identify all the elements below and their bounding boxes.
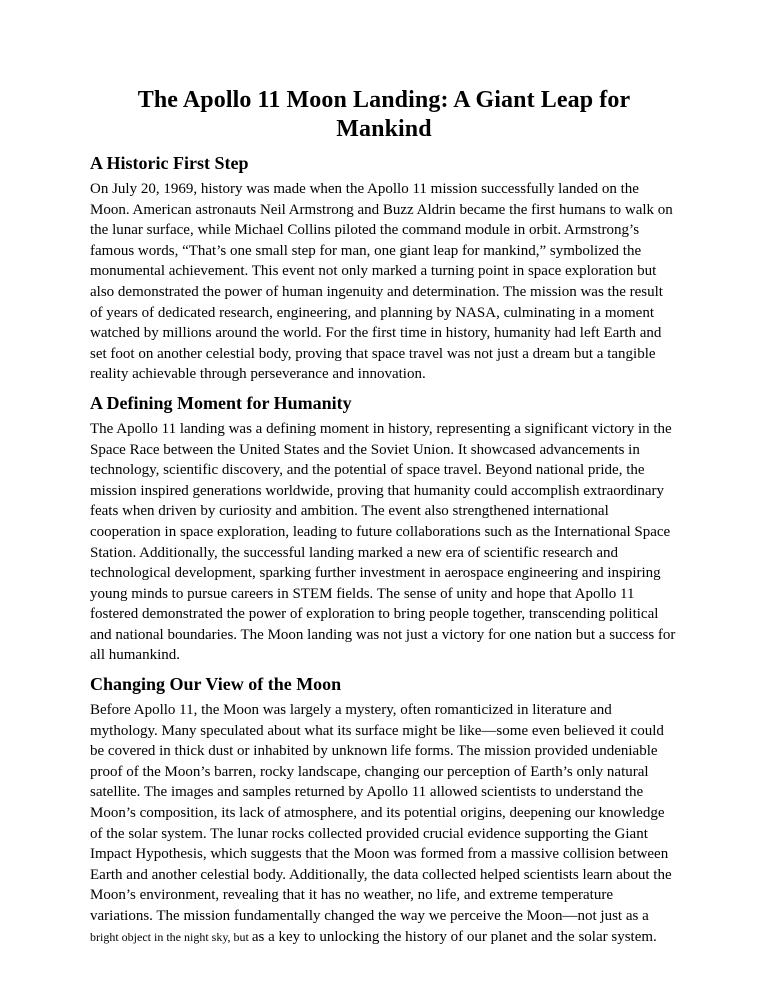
document-title: The Apollo 11 Moon Landing: A Giant Leap for Mankind — [137, 87, 631, 142]
paragraph-changing-view-main-text: Before Apollo 11, the Moon was largely a mystery, often romanticized in literature and mythology. Many speculated about what its surface might be like—some even believed it could be covered in thick dust or inhabited by unknown life forms. The mission provided undeniable proof of the Moon’s barren, rocky landscape, changing our perception of Earth’s only natural satellite. The images and samples returned by Apollo 11 allowed scientists to understand the Moon’s composition, its lack of atmosphere, and its potential origins, deepening our knowledge of the solar system. The lunar rocks collected provided crucial evidence supporting the Giant Impact Hypothesis, which suggests that the Moon was formed from a massive collision between Earth and another celestial body. Additionally, the data collected helped scientists learn about the Moon’s environment, revealing that it has no weather, no life, and extreme temperature variations. The mission fundamentally changed the way we perceive the Moon—not just as a — [90, 702, 672, 924]
section-changing-view — [90, 672, 678, 947]
section-heading-defining-moment: A Defining Moment for Humanity — [90, 392, 352, 413]
paragraph-defining-moment: The Apollo 11 landing was a defining moment in history, representing a significant victory in the Space Race between the United States and the Soviet Union. It showcased advancements in technology, scientific discovery, and the potential of space travel. Beyond national pride, the mission inspired generations worldwide, proving that humanity could accomplish extraordinary feats when driven by curiosity and ambition. The event also strengthened international cooperation in space exploration, leading to future collaborations such as the International Space Station. Additionally, the successful landing marked a new era of scientific research and technological development, sparking further investment in aerospace engineering and inspiring young minds to pursue careers in STEM fields. The sense of unity and hope that Apollo 11 fostered demonstrated the power of exploration to bring people together, transcending political and national boundaries. The Moon landing was not just a victory for one nation but a success for all humankind. — [90, 420, 676, 664]
paragraph-historic-first-step: On July 20, 1969, history was made when the Apollo 11 mission successfully landed on the Moon. American astronauts Neil Armstrong and Buzz Aldrin became the first humans to walk on the lunar surface, while Michael Collins piloted the command module in orbit. Armstrong’s famous words, “That’s one small step for man, one giant leap for mankind,” symbolized the monumental achievement. This event not only marked a turning point in space exploration but also demonstrated the power of human ingenuity and determination. The mission was the result of years of dedicated research, engineering, and planning by NASA, culminating in a moment watched by millions around the world. For the first time in history, humanity had left Earth and set foot on another celestial body, proving that space travel was not just a dream but a tangible reality achievable through perseverance and innovation. — [90, 181, 673, 383]
section-historic-first-step — [90, 151, 678, 385]
paragraph-changing-view-small-text: bright object in the night sky, but — [90, 929, 252, 944]
section-heading-changing-view: Changing Our View of the Moon — [90, 674, 342, 695]
section-heading-historic-first-step: A Historic First Step — [90, 153, 249, 173]
section-defining-moment — [90, 391, 678, 666]
paragraph-changing-view-tail-text: as a key to unlocking the history of our planet and the solar system. — [251, 928, 657, 945]
paragraph-changing-view — [90, 700, 678, 947]
